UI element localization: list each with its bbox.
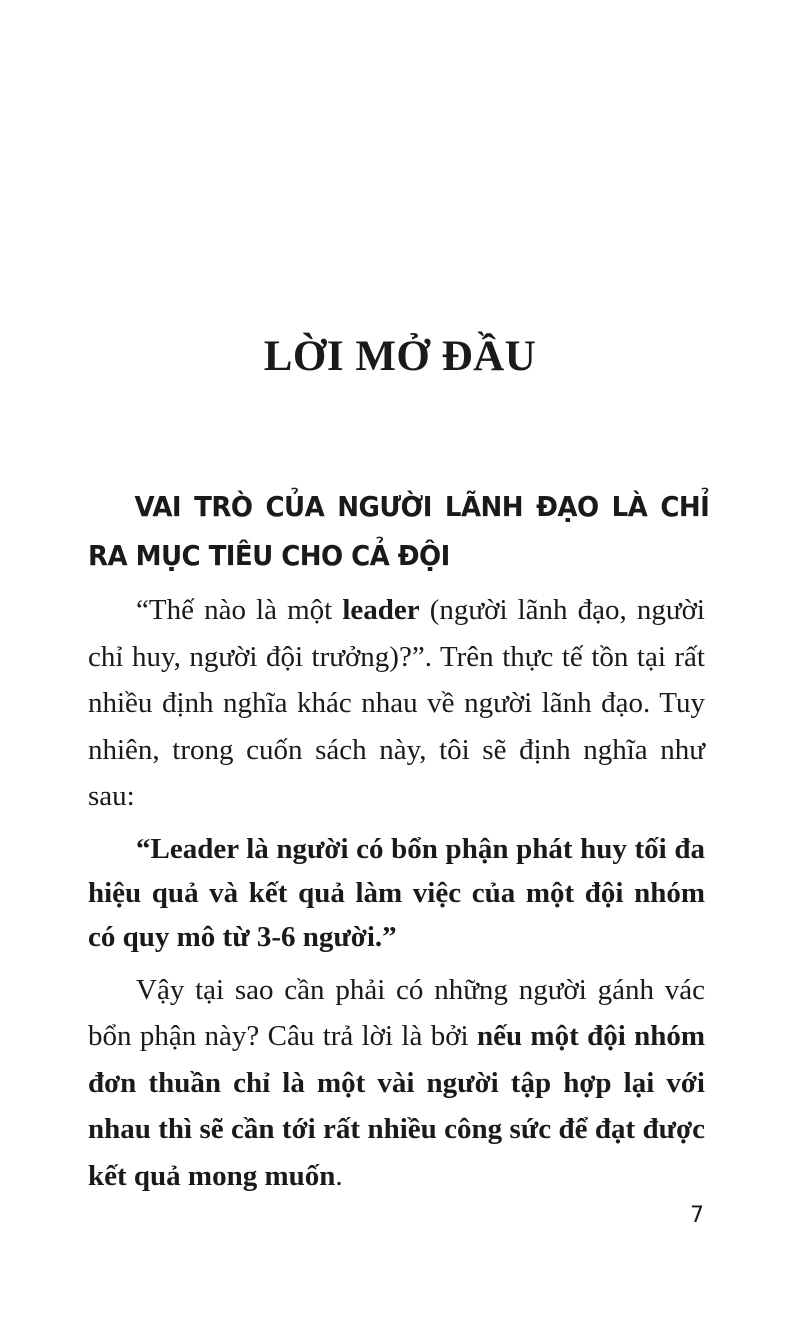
leader-definition-quote [88, 827, 705, 959]
text-segment: (người lãnh đạo, người chỉ huy, người đội trưởng)?”. Trên thực tế tồn tại rất nhiều định nghĩa khác nhau về người lãnh đạo. Tuy nhiên, trong cuốn sách này, tôi sẽ định nghĩa như sau: [88, 594, 705, 812]
paragraph-intro [88, 587, 705, 820]
text-segment: Vậy tại sao cần phải có những người gánh vác bổn phận này? Câu trả lời là bởi [88, 973, 705, 1052]
text-segment: . [335, 1159, 343, 1192]
body-text [88, 587, 705, 1206]
bold-emphasis: nếu một đội nhóm đơn thuần chỉ là một vài người tập hợp lại với nhau thì sẽ cần tới rất nhiều công sức để đạt được kết quả mong muốn [88, 1020, 706, 1192]
text-segment: “Thế nào là một [136, 594, 343, 626]
page-number: 7 [690, 1203, 704, 1228]
section-heading: VAI TRÒ CỦA NGƯỜI LÃNH ĐẠO LÀ CHỈ RA MỤC TIÊU CHO CẢ ĐỘI [88, 490, 710, 572]
paragraph-why [88, 967, 705, 1200]
text-segment: “Leader là người có bổn phận phát huy tối đa hiệu quả và kết quả làm việc của một đội nhóm có quy mô từ 3-6 người.” [88, 832, 705, 953]
bold-term-leader: leader [342, 594, 420, 626]
chapter-title: LỜI MỞ ĐẦU [263, 333, 537, 380]
